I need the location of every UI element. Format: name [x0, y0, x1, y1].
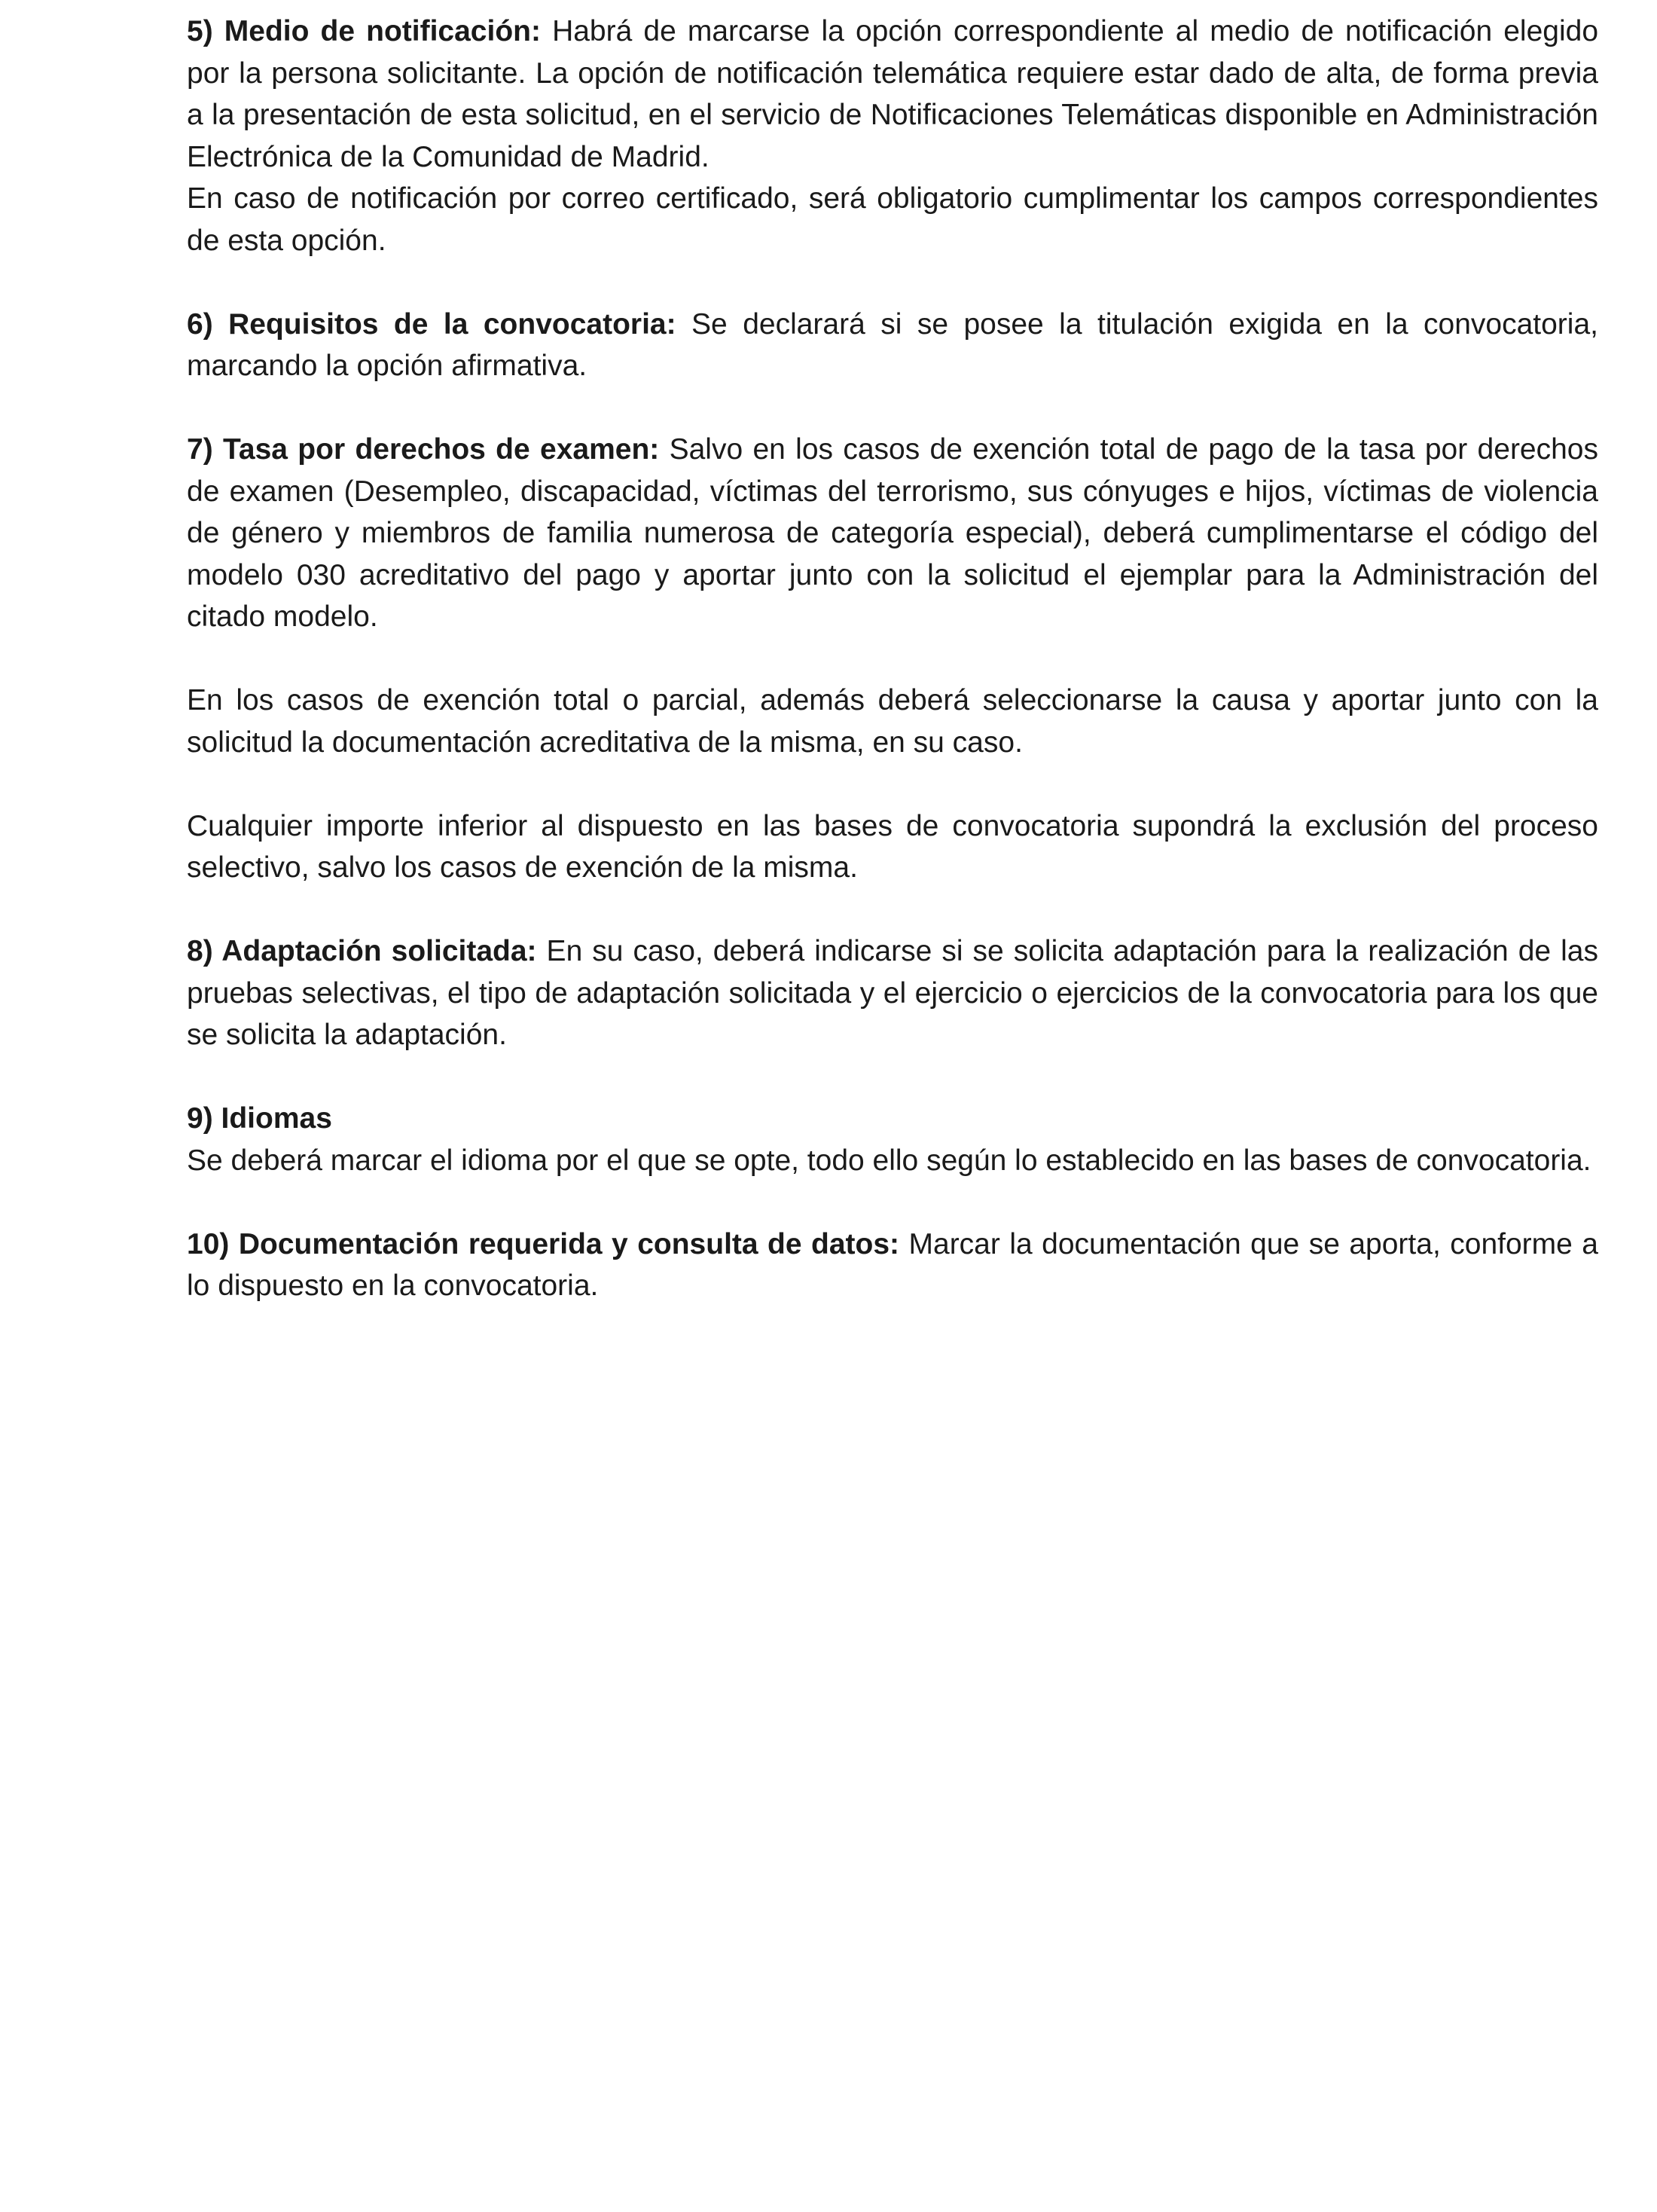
section-5-extra-paragraph: En caso de notificación por correo certificado, será obligatorio cumplimentar los campos correspondientes de esta opción.: [187, 182, 1598, 257]
paragraph-gap: [187, 889, 1598, 931]
section-5-paragraph: [187, 11, 1598, 178]
section-8-text: En su caso, deberá indicarse si se solicita adaptación para la realización de las pruebas selectivas, el tipo de adaptación solicitada y el ejercicio o ejercicios de la convocatoria para los que se solicita la adaptación.: [187, 935, 1598, 1051]
section-5-heading: 5) Medio de notificación:: [187, 15, 541, 47]
paragraph-gap: [187, 1056, 1598, 1098]
section-7-heading: 7) Tasa por derechos de examen:: [187, 433, 660, 466]
section-8-paragraph: [187, 930, 1598, 1056]
paragraph-gap: [187, 763, 1598, 805]
section-5-text: Habrá de marcarse la opción correspondiente al medio de notificación elegido por la persona solicitante. La opción de notificación telemática requiere estar dado de alta, de forma previa a la presentación de esta solicitud, en el servicio de Notificaciones Telemáticas disponible en Administración Electrónica de la Comunidad de Madrid.: [187, 15, 1599, 173]
section-10-text: Marcar la documentación que se aporta, conforme a lo dispuesto en la convocatoria.: [187, 1227, 1598, 1302]
section-7-exemption-paragraph: En los casos de exención total o parcial, además deberá seleccionarse la causa y aportar junto con la solicitud la documentación acreditativa de la misma, en su caso.: [187, 684, 1598, 759]
section-7-paragraph: [187, 429, 1598, 638]
section-7-text: Salvo en los casos de exención total de pago de la tasa por derechos de examen (Desempleo, discapacidad, víctimas del terrorismo, sus cónyuges e hijos, víctimas de violencia de género y miembros de familia numerosa de categoría especial), deberá cumplimentarse el código del modelo 030 acreditativo del pago y aportar junto con la solicitud el ejemplar para la Administración del citado modelo.: [187, 433, 1598, 633]
section-10-heading: 10) Documentación requerida y consulta de datos:: [187, 1227, 900, 1260]
section-6-paragraph: [187, 304, 1598, 387]
paragraph-gap: [187, 1181, 1598, 1224]
section-9-heading-paragraph: [187, 1098, 1598, 1140]
section-8-heading: 8) Adaptación solicitada:: [187, 935, 537, 967]
paragraph-gap: [187, 387, 1598, 429]
section-9-heading: 9) Idiomas: [187, 1102, 332, 1135]
paragraph-gap: [187, 638, 1598, 680]
section-6-heading: 6) Requisitos de la convocatoria:: [187, 307, 676, 341]
section-7-amount-paragraph: Cualquier importe inferior al dispuesto en las bases de convocatoria supondrá la exclusión del proceso selectivo, salvo los casos de exención de la misma.: [187, 809, 1598, 884]
paragraph-gap: [187, 261, 1598, 304]
section-9-paragraph: Se deberá marcar el idioma por el que se opte, todo ello según lo establecido en las bases de convocatoria.: [187, 1144, 1591, 1177]
section-6-text: Se declarará si se posee la titulación exigida en la convocatoria, marcando la opción afirmativa.: [187, 307, 1598, 382]
document-page: [187, 11, 1598, 1307]
section-10-paragraph: [187, 1224, 1598, 1307]
